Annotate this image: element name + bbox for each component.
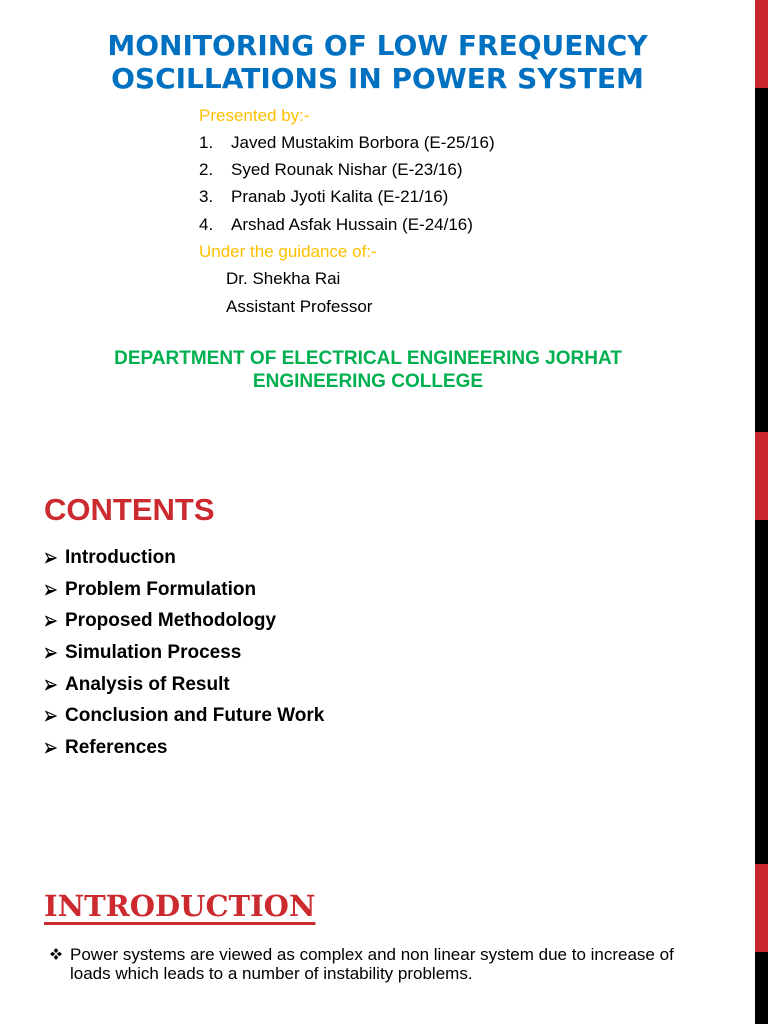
contents-list: [45, 542, 324, 764]
presenter-number: 1.: [199, 132, 214, 152]
contents-item-label: Conclusion and Future Work: [65, 705, 325, 727]
arrow-bullet-icon: [45, 647, 65, 659]
credits-block: [199, 102, 619, 320]
presenter-name: Syed Rounak Nishar (E-23/16): [231, 160, 463, 180]
contents-item: [45, 542, 324, 574]
presenter-name: Javed Mustakim Borbora (E-25/16): [231, 132, 495, 152]
department-name: DEPARTMENT OF ELECTRICAL ENGINEERING JORHAT ENGINEERING COLLEGE: [114, 347, 622, 392]
slide-contents: [0, 432, 768, 864]
presenter-item: [199, 211, 619, 238]
arrow-bullet-icon: [45, 584, 65, 596]
contents-heading: CONTENTS: [44, 492, 215, 527]
arrow-bullet-icon: [45, 615, 65, 627]
presenter-name: Arshad Asfak Hussain (E-24/16): [231, 214, 473, 234]
arrow-bullet-icon: [45, 552, 65, 564]
arrow-bullet-icon: [45, 710, 65, 722]
arrow-bullet-icon: [45, 742, 65, 754]
accent-strip-red-block: [755, 432, 768, 520]
guidance-label: Under the guidance of:-: [199, 241, 377, 261]
accent-strip-red-block: [755, 0, 768, 88]
introduction-points: [50, 945, 695, 983]
contents-item-label: Proposed Methodology: [65, 610, 277, 632]
presenter-item: [199, 183, 619, 210]
accent-strip-black-block: [755, 88, 768, 432]
presenter-number: 4.: [199, 214, 214, 234]
presentation-title: MONITORING OF LOW FREQUENCY OSCILLATIONS IN POWER SYSTEM: [107, 28, 648, 95]
arrow-bullet-icon: [45, 679, 65, 691]
presented-by-label: Presented by:-: [199, 105, 310, 125]
introduction-point-text: Power systems are viewed as complex and non linear system due to increase of loads which leads to a number of instability problems.: [70, 944, 674, 983]
contents-item-label: References: [65, 736, 168, 758]
slide-accent-strip: [755, 432, 768, 864]
presenter-item: [199, 156, 619, 183]
guide-designation: Assistant Professor: [226, 296, 373, 316]
contents-item-label: Simulation Process: [65, 641, 242, 663]
presenter-number: 3.: [199, 187, 214, 207]
slide-title: [0, 0, 768, 432]
presenter-number: 2.: [199, 160, 214, 180]
introduction-heading: INTRODUCTION: [44, 889, 316, 923]
contents-item: [45, 700, 324, 732]
contents-item: [45, 574, 324, 606]
accent-strip-black-block: [755, 520, 768, 864]
slide-accent-strip: [755, 0, 768, 432]
accent-strip-red-block: [755, 864, 768, 952]
presenter-item: [199, 129, 619, 156]
contents-item-label: Introduction: [65, 547, 176, 569]
contents-item-label: Problem Formulation: [65, 578, 257, 600]
slide-introduction: [0, 864, 768, 1024]
contents-item: [45, 637, 324, 669]
contents-item: [45, 669, 324, 701]
introduction-point: [50, 945, 695, 983]
guide-name: Dr. Shekha Rai: [226, 269, 341, 289]
contents-item: [45, 606, 324, 638]
accent-strip-black-block: [755, 952, 768, 1024]
contents-item: [45, 732, 324, 764]
presenter-name: Pranab Jyoti Kalita (E-21/16): [231, 187, 449, 207]
contents-item-label: Analysis of Result: [65, 673, 230, 695]
diamond-bullet-icon: [50, 945, 70, 964]
slide-accent-strip: [755, 864, 768, 1024]
